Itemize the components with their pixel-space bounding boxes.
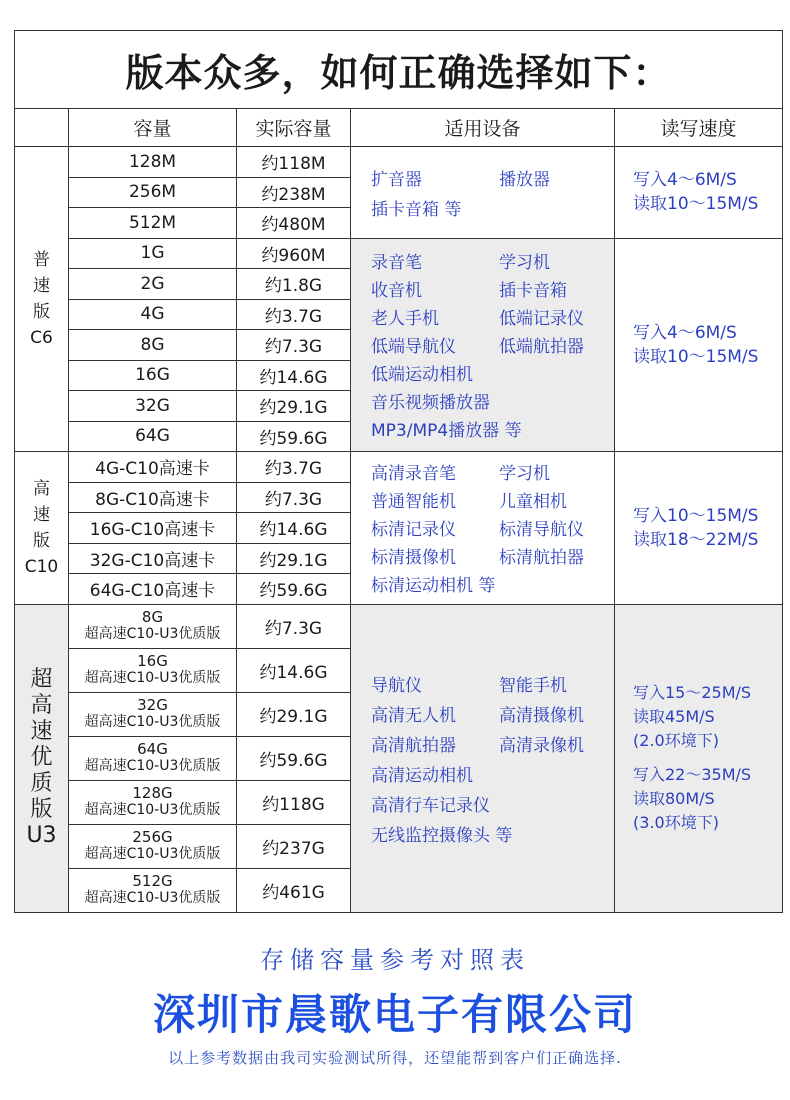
- speed-block-4: 写入15～25M/S 读取45M/S (2.0环境下) 写入22～35M/S 读取80M/S (3.0环境下): [615, 604, 783, 912]
- group-label-c6: 普 速 版 C6: [15, 147, 69, 452]
- header-empty: [15, 109, 69, 147]
- capacity-cell: 32G-C10高速卡: [69, 543, 237, 574]
- footer-subtitle: 存储容量参考对照表: [260, 946, 530, 974]
- footer-note: 以上参考数据由我司实验测试所得，还望能帮到客户们正确选择.: [168, 1049, 622, 1067]
- capacity-cell: 32G: [69, 391, 237, 422]
- actual-cell: 约29.1G: [237, 692, 351, 736]
- capacity-cell: 2G: [69, 269, 237, 300]
- capacity-cell: 1G: [69, 238, 237, 269]
- actual-cell: 约7.3G: [237, 604, 351, 648]
- speed-block-1: 写入4～6M/S 读取10～15M/S: [615, 147, 783, 239]
- actual-cell: 约118M: [237, 147, 351, 178]
- actual-cell: 约59.6G: [237, 736, 351, 780]
- actual-cell: 约237G: [237, 824, 351, 868]
- header-capacity: 容量: [69, 109, 237, 147]
- capacity-cell: 512M: [69, 208, 237, 239]
- devices-block-4: 导航仪 智能手机 高清无人机 高清摄像机 高清航拍器 高清录像机 高清运动相机 高清行车记录仪 无线监控摄像头 等: [351, 604, 615, 912]
- actual-cell: 约480M: [237, 208, 351, 239]
- devices-block-1: 扩音器 播放器 插卡音箱 等: [351, 147, 615, 239]
- group-label-u3: 超 高 速 优 质 版 U3: [15, 604, 69, 912]
- actual-cell: 约238M: [237, 177, 351, 208]
- capacity-cell: 128M: [69, 147, 237, 178]
- company-name: 深圳市晨歌电子有限公司: [152, 990, 637, 1039]
- actual-cell: 约29.1G: [237, 391, 351, 422]
- table-row: [15, 604, 783, 648]
- header-devices: 适用设备: [351, 109, 615, 147]
- capacity-cell: 64G-C10高速卡: [69, 574, 237, 605]
- actual-cell: 约3.7G: [237, 299, 351, 330]
- actual-cell: 约14.6G: [237, 360, 351, 391]
- capacity-cell: 32G 超高速C10-U3优质版: [69, 692, 237, 736]
- devices-block-3: 高清录音笔 学习机 普通智能机 儿童相机 标清记录仪 标清导航仪 标清摄像机 标清航拍器 标清运动相机 等: [351, 452, 615, 605]
- actual-cell: 约59.6G: [237, 421, 351, 452]
- actual-cell: 约461G: [237, 868, 351, 912]
- actual-cell: 约59.6G: [237, 574, 351, 605]
- capacity-cell: 256M: [69, 177, 237, 208]
- actual-cell: 约14.6G: [237, 513, 351, 544]
- actual-cell: 约1.8G: [237, 269, 351, 300]
- header-actual: 实际容量: [237, 109, 351, 147]
- header-row: [15, 109, 783, 147]
- table-row: [15, 147, 783, 178]
- capacity-cell: 8G 超高速C10-U3优质版: [69, 604, 237, 648]
- speed-block-3: 写入10～15M/S 读取18～22M/S: [615, 452, 783, 605]
- header-speed: 读写速度: [615, 109, 783, 147]
- actual-cell: 约14.6G: [237, 648, 351, 692]
- capacity-cell: 512G 超高速C10-U3优质版: [69, 868, 237, 912]
- actual-cell: 约29.1G: [237, 543, 351, 574]
- capacity-cell: 64G 超高速C10-U3优质版: [69, 736, 237, 780]
- capacity-table: [14, 30, 783, 913]
- speed-block-2: 写入4～6M/S 读取10～15M/S: [615, 238, 783, 452]
- devices-block-2: 录音笔 学习机 收音机 插卡音箱 老人手机 低端记录仪 低端导航仪 低端航拍器 低端运动相机 音乐视频播放器 MP3/MP4播放器 等: [351, 238, 615, 452]
- capacity-cell: 64G: [69, 421, 237, 452]
- actual-cell: 约960M: [237, 238, 351, 269]
- actual-cell: 约7.3G: [237, 482, 351, 513]
- capacity-cell: 4G-C10高速卡: [69, 452, 237, 483]
- group-label-c10: 高 速 版 C10: [15, 452, 69, 605]
- capacity-cell: 128G 超高速C10-U3优质版: [69, 780, 237, 824]
- table-row: [15, 238, 783, 269]
- capacity-cell: 16G 超高速C10-U3优质版: [69, 648, 237, 692]
- capacity-cell: 4G: [69, 299, 237, 330]
- table-row: [15, 452, 783, 483]
- actual-cell: 约118G: [237, 780, 351, 824]
- actual-cell: 约7.3G: [237, 330, 351, 361]
- capacity-cell: 8G: [69, 330, 237, 361]
- page-title: 版本众多，如何正确选择如下：: [15, 31, 783, 109]
- capacity-cell: 16G: [69, 360, 237, 391]
- capacity-cell: 256G 超高速C10-U3优质版: [69, 824, 237, 868]
- capacity-cell: 16G-C10高速卡: [69, 513, 237, 544]
- capacity-cell: 8G-C10高速卡: [69, 482, 237, 513]
- actual-cell: 约3.7G: [237, 452, 351, 483]
